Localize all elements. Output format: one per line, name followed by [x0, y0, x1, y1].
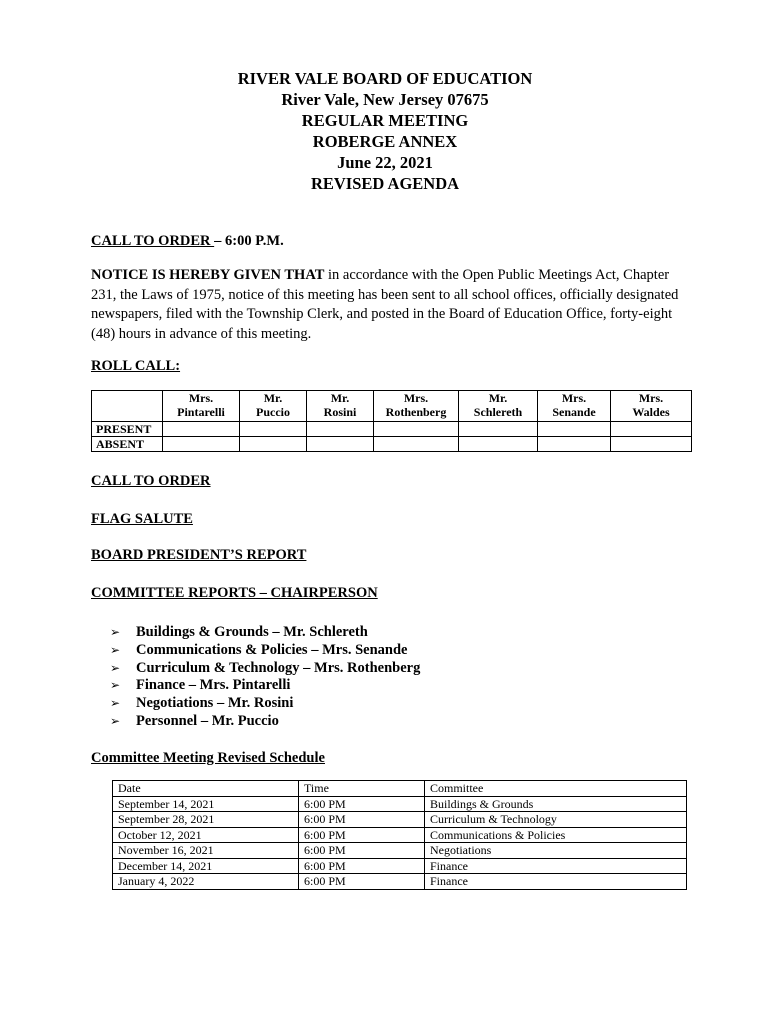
attendance-cell[interactable] [240, 422, 307, 437]
roll-call-title: ROLL CALL: [91, 358, 181, 374]
board-president-report-heading: BOARD PRESIDENT’S REPORT [91, 547, 307, 563]
table-row [113, 843, 687, 859]
list-item [110, 677, 420, 695]
header-line: River Vale, New Jersey 07675 [281, 90, 489, 109]
schedule-header-row [113, 781, 687, 797]
list-item [110, 713, 420, 731]
attendance-cell[interactable] [240, 437, 307, 452]
member-name: Schlereth [473, 405, 523, 419]
member-title: Mr. [263, 391, 283, 405]
committee-list [110, 624, 420, 731]
attendance-cell[interactable] [538, 422, 611, 437]
schedule-committee: Negotiations [425, 843, 687, 859]
member-title: Mrs. [403, 391, 429, 405]
schedule-title: Committee Meeting Revised Schedule [91, 750, 325, 766]
schedule-header-time: Time [299, 781, 425, 797]
table-row [113, 858, 687, 874]
member-cell [538, 391, 611, 422]
table-row [113, 827, 687, 843]
header-line: REGULAR MEETING [301, 111, 469, 130]
notice-lead: NOTICE IS HEREBY GIVEN THAT [91, 267, 325, 283]
member-name: Rosini [323, 405, 357, 419]
roll-call-row-label: ABSENT [92, 437, 163, 452]
roll-call-row-label: PRESENT [92, 422, 163, 437]
arrow-bullet-icon: ➢ [110, 678, 121, 693]
schedule-date: November 16, 2021 [113, 843, 299, 859]
member-title: Mrs. [188, 391, 214, 405]
agenda-header [0, 68, 770, 194]
header-line: June 22, 2021 [337, 153, 433, 172]
attendance-cell[interactable] [374, 437, 459, 452]
roll-call-row-absent [92, 437, 692, 452]
member-cell [307, 391, 374, 422]
schedule-committee: Curriculum & Technology [425, 812, 687, 828]
member-cell [163, 391, 240, 422]
roll-call-corner-cell [92, 391, 163, 422]
arrow-bullet-icon: ➢ [110, 625, 121, 639]
attendance-cell[interactable] [459, 437, 538, 452]
arrow-bullet-icon: ➢ [110, 660, 121, 675]
attendance-cell[interactable] [374, 422, 459, 437]
member-title: Mrs. [561, 391, 587, 405]
schedule-time: 6:00 PM [299, 874, 425, 890]
header-line: REVISED AGENDA [310, 174, 460, 193]
attendance-cell[interactable] [163, 437, 240, 452]
list-item [110, 642, 420, 660]
schedule-committee: Finance [425, 874, 687, 890]
schedule-time: 6:00 PM [299, 843, 425, 859]
flag-salute-heading: FLAG SALUTE [91, 511, 193, 527]
schedule-date: December 14, 2021 [113, 858, 299, 874]
member-cell [459, 391, 538, 422]
schedule-time: 6:00 PM [299, 858, 425, 874]
schedule-committee: Finance [425, 858, 687, 874]
table-row [113, 812, 687, 828]
notice-paragraph [91, 266, 681, 344]
table-row [113, 874, 687, 890]
call-to-order-time-value: – 6:00 P.M. [214, 233, 284, 249]
committee-label: Buildings & Grounds – Mr. Schlereth [136, 624, 368, 640]
committee-label: Curriculum & Technology – Mrs. Rothenberg [136, 659, 421, 676]
member-name: Senande [552, 405, 596, 419]
list-item [110, 624, 420, 642]
schedule-time: 6:00 PM [299, 812, 425, 828]
table-row [113, 796, 687, 812]
member-title: Mrs. [638, 391, 664, 405]
member-name: Rothenberg [385, 405, 447, 419]
member-title: Mr. [330, 391, 350, 405]
member-name: Puccio [256, 405, 290, 419]
committee-label: Communications & Policies – Mrs. Senande [136, 641, 408, 658]
attendance-cell[interactable] [307, 422, 374, 437]
member-cell [240, 391, 307, 422]
call-to-order-heading: CALL TO ORDER [91, 473, 211, 489]
committee-label: Negotiations – Mr. Rosini [136, 695, 294, 712]
attendance-cell[interactable] [538, 437, 611, 452]
roll-call-header-row [92, 391, 692, 422]
header-line: ROBERGE ANNEX [312, 132, 458, 151]
member-name: Waldes [632, 405, 670, 419]
arrow-bullet-icon: ➢ [110, 696, 121, 711]
schedule-date: October 12, 2021 [113, 827, 299, 843]
call-to-order-time [91, 233, 284, 250]
arrow-bullet-icon: ➢ [110, 642, 121, 657]
list-item [110, 660, 420, 678]
schedule-committee: Communications & Policies [425, 827, 687, 843]
schedule-table [112, 780, 687, 890]
member-cell [611, 391, 692, 422]
roll-call-table [91, 390, 692, 452]
committee-reports-heading: COMMITTEE REPORTS – CHAIRPERSON [91, 585, 378, 601]
arrow-bullet-icon: ➢ [110, 713, 121, 728]
member-name: Pintarelli [177, 405, 225, 419]
attendance-cell[interactable] [611, 437, 692, 452]
attendance-cell[interactable] [459, 422, 538, 437]
call-to-order-label: CALL TO ORDER [91, 233, 215, 249]
member-title: Mr. [488, 391, 508, 405]
member-cell [374, 391, 459, 422]
schedule-time: 6:00 PM [299, 827, 425, 843]
committee-label: Finance – Mrs. Pintarelli [136, 677, 291, 694]
roll-call-row-present [92, 422, 692, 437]
notice-body: in accordance with the Open Public Meetings Act, Chapter 231, the Laws of 1975, notice of this meeting has been sent to all school offices, officially designated newspapers, filed with the Township Clerk, and posted in the Board of Education Office, forty-eight (48) hours in advance of this meeting. [91, 267, 679, 342]
schedule-date: September 28, 2021 [113, 812, 299, 828]
schedule-date: September 14, 2021 [113, 796, 299, 812]
list-item [110, 695, 420, 713]
schedule-time: 6:00 PM [299, 796, 425, 812]
schedule-header-committee: Committee [425, 781, 687, 797]
attendance-cell[interactable] [163, 422, 240, 437]
attendance-cell[interactable] [611, 422, 692, 437]
committee-label: Personnel – Mr. Puccio [136, 712, 279, 729]
schedule-date: January 4, 2022 [113, 874, 299, 890]
schedule-header-date: Date [113, 781, 299, 797]
attendance-cell[interactable] [307, 437, 374, 452]
schedule-committee: Buildings & Grounds [425, 796, 687, 812]
header-line: RIVER VALE BOARD OF EDUCATION [237, 69, 533, 88]
